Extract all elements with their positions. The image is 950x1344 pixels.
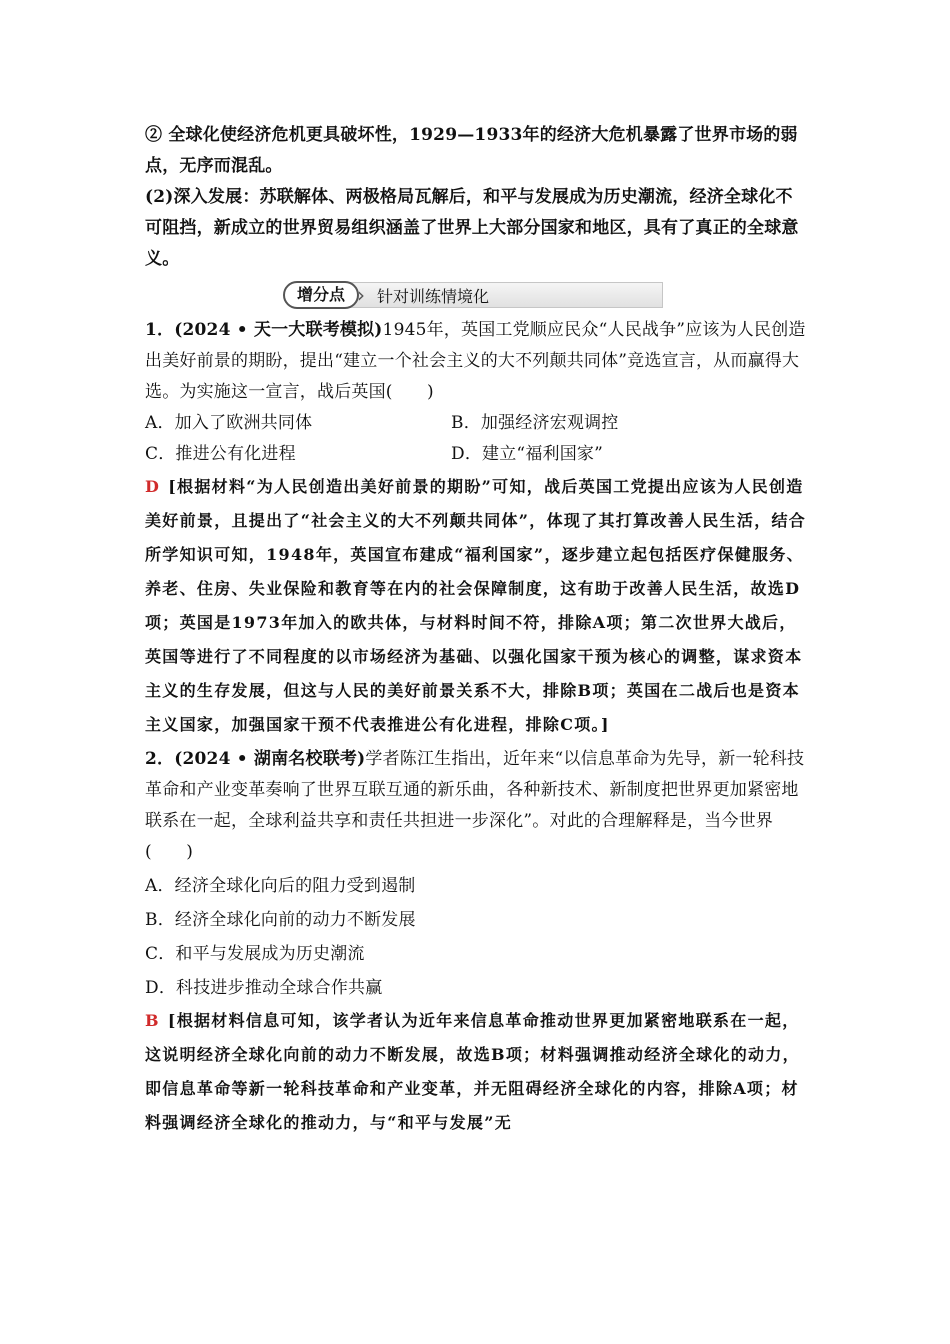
question-1-options-row-2	[145, 439, 807, 470]
question-2-answer-key: B	[145, 1011, 160, 1030]
section-banner	[283, 281, 663, 309]
question-1-option-b: B．加强经济宏观调控	[451, 413, 619, 433]
question-2-source: (2024 • 湖南名校联考)	[174, 749, 366, 769]
question-2-option-a: A．经济全球化向后的阻力受到遏制	[145, 876, 416, 896]
question-2-option-c: C．和平与发展成为历史潮流	[145, 944, 365, 964]
banner-label: 增分点	[283, 281, 359, 309]
question-1-option-d: D．建立“福利国家”	[451, 444, 604, 464]
question-1-stem: 1945年，英国工党顺应民众“人民战争”应该为人民创造出美好前景的期盼，提出“建立一个社会主义的大不列颠共同体”竞选宣言，从而赢得大选。为实施这一宣言，战后英国( )	[145, 320, 806, 402]
question-1-options-row-1	[145, 408, 807, 439]
question-1-option-a: A．加入了欧洲共同体	[145, 413, 313, 433]
question-2-option-d: D．科技进步推动全球合作共赢	[145, 978, 383, 998]
question-2-option-b: B．经济全球化向前的动力不断发展	[145, 910, 416, 930]
question-2-stem: 学者陈江生指出，近年来“以信息革命为先导，新一轮科技革命和产业变革奏响了世界互联互通的新乐曲，各种新技术、新制度把世界更加紧密地联系在一起，全球利益共享和责任共担进一步深化”。对此的合理解释是，当今世界( )	[145, 749, 805, 862]
chevron-right-icon: ›	[357, 283, 366, 307]
question-2-answer	[145, 1004, 807, 1140]
banner-subtitle: 针对训练情境化	[377, 286, 490, 306]
question-1-answer	[145, 470, 807, 742]
intro-deep-development: (2)深入发展：苏联解体、两极格局瓦解后，和平与发展成为历史潮流，经济全球化不可阻挡，新成立的世界贸易组织涵盖了世界上大部分国家和地区，具有了真正的全球意义。	[145, 187, 799, 269]
question-1-explanation: [根据材料“为人民创造出美好前景的期盼”可知，战后英国工党提出应该为人民创造美好前景，且提出了“社会主义的大不列颠共同体”，体现了其打算改善人民生活，结合所学知识可知，1948年，英国宣布建成“福利国家”，逐步建立起包括医疗保健服务、养老、住房、失业保险和教育等在内的社会保障制度，这有助于改善人民生活，故选D项；英国是1973年加入的欧共体，与材料时间不符，排除A项；第二次世界大战后，英国等进行了不同程度的以市场经济为基础、以强化国家干预为核心的调整，谋求资本主义的生存发展，但这与人民的美好前景关系不大，排除B项；英国在二战后也是资本主义国家，加强国家干预不代表推进公有化进程，排除C项。]	[145, 477, 807, 734]
page-content	[145, 120, 807, 1140]
question-1-number: 1．	[145, 320, 175, 340]
question-2-explanation: [根据材料信息可知，该学者认为近年来信息革命推动世界更加紧密地联系在一起，这说明经济全球化向前的动力不断发展，故选B项；材料强调推动经济全球化的动力，即信息革命等新一轮科技革命和产业变革，并无阻碍经济全球化的内容，排除A项；材料强调经济全球化的推动力，与“和平与发展”无	[145, 1011, 800, 1132]
banner-bar	[323, 282, 663, 308]
question-2-number: 2．	[145, 749, 175, 769]
intro-point-2: ② 全球化使经济危机更具破坏性，1929—1933年的经济大危机暴露了世界市场的弱点，无序而混乱。	[145, 125, 798, 176]
question-2-stem-line	[145, 744, 807, 868]
question-1	[145, 315, 807, 742]
question-1-source: (2024 • 天一大联考模拟)	[174, 320, 383, 340]
question-1-answer-key: D	[145, 477, 161, 496]
question-1-option-c: C．推进公有化进程	[145, 444, 296, 464]
question-1-stem-line	[145, 315, 807, 408]
question-2	[145, 744, 807, 1140]
